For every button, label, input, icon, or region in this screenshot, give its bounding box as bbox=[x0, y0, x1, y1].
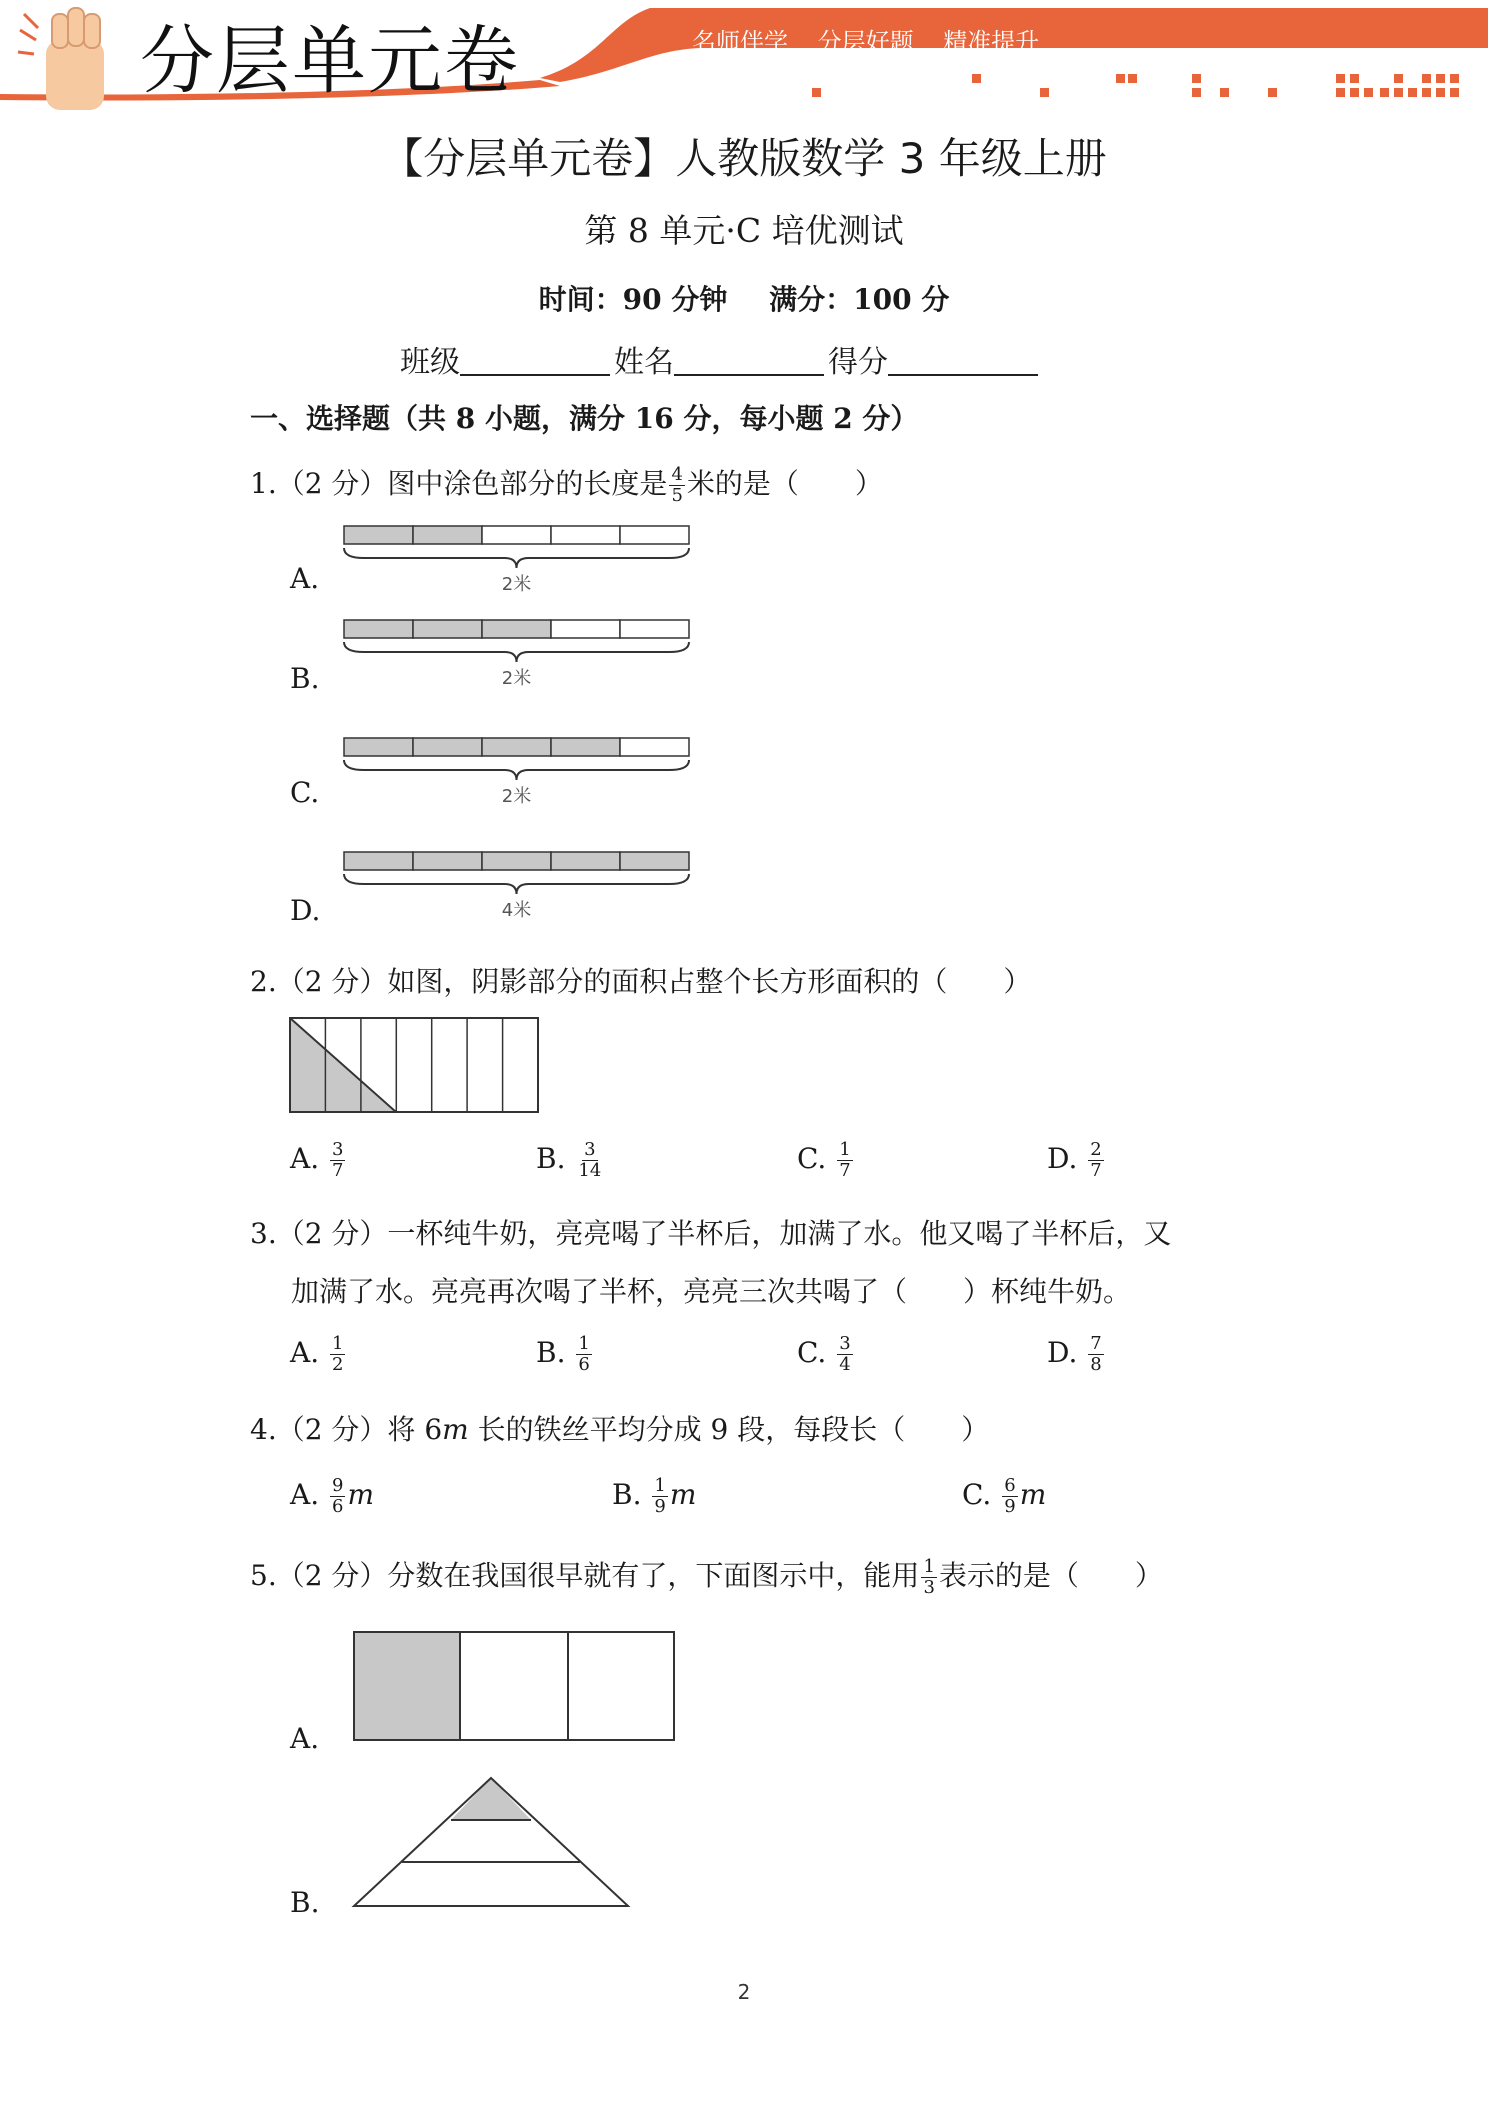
q3-option-a[interactable] bbox=[290, 1334, 347, 1375]
q2-option-b[interactable] bbox=[536, 1140, 605, 1181]
fraction-numerator: 3 bbox=[839, 1333, 851, 1354]
question-1-prefix: 1.（2 分）图中涂色部分的长度是 bbox=[250, 467, 668, 500]
fraction bbox=[1088, 1334, 1103, 1375]
exam-time: 时间：90 分钟 bbox=[538, 283, 728, 316]
option-letter: C. bbox=[962, 1478, 992, 1511]
fraction bbox=[837, 1334, 852, 1375]
brand-slogan bbox=[692, 22, 1061, 57]
fraction-denominator: 5 bbox=[671, 485, 683, 506]
fraction bbox=[1088, 1140, 1103, 1181]
option-letter: D. bbox=[1047, 1142, 1078, 1175]
fraction-numerator: 2 bbox=[1090, 1139, 1102, 1160]
q5-option-b-letter[interactable]: B. bbox=[290, 1886, 320, 1919]
q5-option-a-letter[interactable]: A. bbox=[290, 1722, 320, 1755]
q1-bar-option-d bbox=[344, 852, 689, 918]
shaded-segment bbox=[482, 852, 551, 870]
fraction bbox=[576, 1334, 591, 1375]
fraction-denominator: 7 bbox=[332, 1160, 344, 1181]
fraction-denominator: 9 bbox=[1004, 1496, 1016, 1517]
q2-option-d[interactable] bbox=[1047, 1140, 1106, 1181]
fraction-denominator: 4 bbox=[839, 1354, 851, 1375]
fraction bbox=[330, 1334, 345, 1375]
shaded-segment bbox=[551, 738, 620, 756]
option-letter: B. bbox=[536, 1142, 566, 1175]
question-4-text-a: 4.（2 分）将 6 bbox=[250, 1413, 443, 1446]
shaded-segment bbox=[413, 526, 482, 544]
q2-option-a[interactable] bbox=[290, 1140, 347, 1181]
slogan-item: 分层好题 bbox=[817, 28, 914, 56]
shaded-segment bbox=[413, 620, 482, 638]
fraction bbox=[669, 465, 684, 506]
shaded-segment bbox=[482, 738, 551, 756]
fraction bbox=[1002, 1476, 1017, 1517]
slogan-item: 精准提升 bbox=[943, 28, 1040, 56]
question-3-line-2: 加满了水。亮亮再次喝了半杯，亮亮三次共喝了（ ）杯纯牛奶。 bbox=[291, 1275, 1132, 1308]
question-5 bbox=[250, 1554, 1163, 1598]
score-label: 得分 bbox=[828, 345, 888, 380]
length-label: 2米 bbox=[501, 668, 532, 689]
q1-bar-option-c bbox=[344, 738, 689, 807]
fraction-denominator: 7 bbox=[1090, 1160, 1102, 1181]
q1-bar-option-b bbox=[344, 620, 689, 689]
q1-bar-figures bbox=[340, 518, 700, 918]
q3-option-d[interactable] bbox=[1047, 1334, 1106, 1375]
fraction-numerator: 4 bbox=[671, 464, 683, 485]
length-label: 2米 bbox=[501, 786, 532, 807]
q4-option-c[interactable] bbox=[962, 1476, 1046, 1517]
fraction-numerator: 6 bbox=[1004, 1475, 1016, 1496]
fraction-denominator: 9 bbox=[654, 1496, 666, 1517]
shaded-segment bbox=[413, 852, 482, 870]
exam-full-score: 满分：100 分 bbox=[769, 283, 950, 316]
fraction-numerator: 3 bbox=[332, 1139, 344, 1160]
brace bbox=[344, 760, 689, 780]
page-number: 2 bbox=[737, 1980, 751, 2004]
question-1-suffix: 米的是（ ） bbox=[686, 467, 883, 500]
dot-pattern-icon bbox=[812, 74, 1459, 97]
option-letter: B. bbox=[536, 1336, 566, 1369]
question-4 bbox=[250, 1408, 989, 1448]
blank-segment bbox=[551, 526, 620, 544]
shaded-segment bbox=[344, 738, 413, 756]
document-subtitle: 第 8 单元·C 培优测试 bbox=[584, 211, 904, 250]
class-label: 班级 bbox=[400, 345, 460, 380]
unit-m: m bbox=[442, 1413, 469, 1446]
q4-option-a[interactable] bbox=[290, 1476, 374, 1517]
question-5-prefix: 5.（2 分）分数在我国很早就有了，下面图示中，能用 bbox=[250, 1559, 920, 1592]
fraction-denominator: 2 bbox=[332, 1354, 344, 1375]
question-5-suffix: 表示的是（ ） bbox=[938, 1559, 1163, 1592]
q2-option-c[interactable] bbox=[797, 1140, 855, 1181]
fraction bbox=[330, 1140, 345, 1181]
fraction bbox=[330, 1476, 345, 1517]
q3-option-c[interactable] bbox=[797, 1334, 855, 1375]
q2-rectangle-figure bbox=[288, 1016, 542, 1116]
fraction-numerator: 1 bbox=[839, 1139, 851, 1160]
q1-bar-option-a bbox=[344, 526, 689, 595]
blank-segment bbox=[551, 620, 620, 638]
option-letter: D. bbox=[1047, 1336, 1078, 1369]
option-letter: A. bbox=[290, 1336, 320, 1369]
class-blank[interactable] bbox=[460, 344, 610, 376]
q5-option-b-figure bbox=[350, 1774, 632, 1910]
fraction bbox=[652, 1476, 667, 1517]
q1-option-c-letter[interactable]: C. bbox=[290, 776, 320, 809]
shaded-segment bbox=[620, 852, 689, 870]
blank-segment bbox=[620, 738, 689, 756]
fraction bbox=[837, 1140, 852, 1181]
q1-option-b-letter[interactable]: B. bbox=[290, 662, 320, 695]
unit-m: m bbox=[347, 1478, 375, 1511]
fraction-denominator: 6 bbox=[578, 1354, 590, 1375]
slogan-item: 名师伴学 bbox=[692, 28, 788, 56]
fraction-numerator: 3 bbox=[584, 1139, 596, 1160]
unit-m: m bbox=[1019, 1478, 1047, 1511]
option-letter: C. bbox=[797, 1336, 827, 1369]
shaded-segment bbox=[551, 852, 620, 870]
shaded-segment bbox=[482, 620, 551, 638]
q3-option-b[interactable] bbox=[536, 1334, 594, 1375]
brace bbox=[344, 548, 689, 568]
shaded-segment bbox=[344, 620, 413, 638]
option-letter: B. bbox=[612, 1478, 642, 1511]
shaded-third bbox=[354, 1632, 460, 1740]
brand-title: 分层单元卷 bbox=[140, 18, 520, 104]
question-4-text-b: 长的铁丝平均分成 9 段，每段长（ ） bbox=[468, 1413, 990, 1446]
fraction-numerator: 9 bbox=[332, 1475, 344, 1496]
name-label: 姓名 bbox=[614, 345, 674, 380]
question-1 bbox=[250, 462, 883, 506]
q4-option-b[interactable] bbox=[612, 1476, 696, 1517]
option-letter: A. bbox=[290, 1142, 320, 1175]
name-blank[interactable] bbox=[674, 344, 824, 376]
blank-segment bbox=[620, 526, 689, 544]
length-label: 2米 bbox=[501, 574, 532, 595]
fraction-denominator: 6 bbox=[332, 1496, 344, 1517]
fraction-numerator: 1 bbox=[654, 1475, 666, 1496]
fraction-numerator: 7 bbox=[1090, 1333, 1102, 1354]
unit-m: m bbox=[669, 1478, 697, 1511]
fraction bbox=[921, 1557, 936, 1598]
option-letter: C. bbox=[797, 1142, 827, 1175]
question-3-line-1: 3.（2 分）一杯纯牛奶，亮亮喝了半杯后，加满了水。他又喝了半杯后，又 bbox=[250, 1217, 1172, 1250]
question-2: 2.（2 分）如图，阴影部分的面积占整个长方形面积的（ ） bbox=[250, 965, 1032, 998]
fraction-denominator: 8 bbox=[1090, 1354, 1102, 1375]
student-info-fields bbox=[400, 337, 1042, 381]
fraction bbox=[576, 1140, 603, 1181]
fraction-numerator: 1 bbox=[332, 1333, 344, 1354]
fraction-numerator: 1 bbox=[923, 1556, 935, 1577]
option-letter: A. bbox=[290, 1478, 320, 1511]
section-heading: 一、选择题（共 8 小题，满分 16 分，每小题 2 分） bbox=[250, 402, 919, 435]
length-label: 4米 bbox=[501, 900, 532, 918]
document-title: 【分层单元卷】人教版数学 3 年级上册 bbox=[381, 134, 1107, 183]
shaded-segment bbox=[344, 852, 413, 870]
fraction-denominator: 3 bbox=[923, 1577, 935, 1598]
fraction-denominator: 7 bbox=[839, 1160, 851, 1181]
fraction-numerator: 1 bbox=[578, 1333, 590, 1354]
shaded-segment bbox=[344, 526, 413, 544]
brace bbox=[344, 874, 689, 894]
blank-segment bbox=[620, 620, 689, 638]
shaded-segment bbox=[413, 738, 482, 756]
exam-meta bbox=[0, 278, 1488, 318]
q5-option-a-figure bbox=[352, 1630, 682, 1744]
blank-segment bbox=[482, 526, 551, 544]
q1-option-d-letter[interactable]: D. bbox=[290, 894, 321, 927]
fraction-denominator: 14 bbox=[578, 1160, 602, 1181]
brace bbox=[344, 642, 689, 662]
q1-option-a-letter[interactable]: A. bbox=[290, 562, 320, 595]
score-blank[interactable] bbox=[888, 344, 1038, 376]
shaded-top-triangle bbox=[451, 1778, 531, 1820]
